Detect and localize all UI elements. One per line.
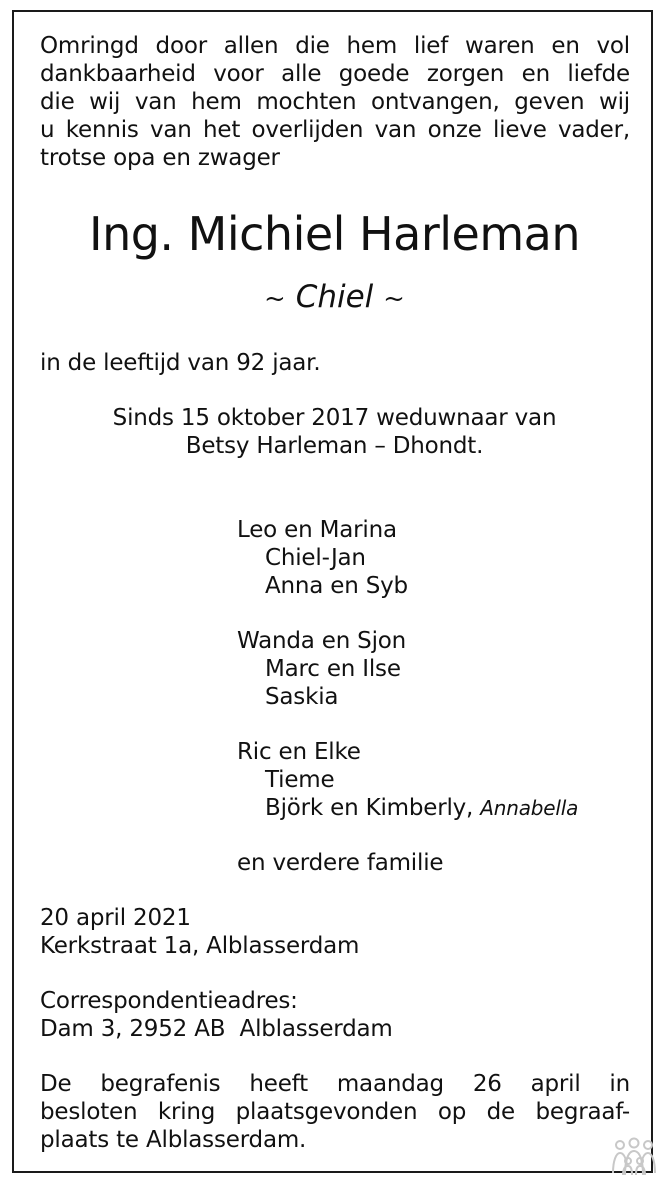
tilde-left-icon: ~ [264,284,286,314]
intro-line: dankbaarheid voor alle goede zorgen en liefde [40,61,630,87]
intro-line: trotse opa en zwager [40,145,280,171]
intro-paragraph [40,32,630,172]
correspondence-address: Dam 3, 2952 AB Alblasserdam [40,1016,393,1042]
family-child: Björk en Kimberly, [265,795,474,821]
age-line: in de leeftijd van 92 jaar. [40,350,321,376]
people-group-icon [610,1137,658,1177]
nickname-line [0,278,669,318]
family-child: Chiel-Jan [265,545,366,571]
family-child-line [265,794,578,822]
family-parent: Ric en Elke [237,739,361,765]
date: 20 april 2021 [40,905,191,931]
family-parent: Leo en Marina [237,517,397,543]
nickname: Chiel [295,279,374,315]
family-parent: Wanda en Sjon [237,628,407,654]
family-child: Saskia [265,684,339,710]
burial-line: De begrafenis heeft maandag 26 april in [40,1071,630,1097]
correspondence-label: Correspondentieadres: [40,988,298,1014]
great-grandchild: Annabella [480,796,579,820]
intro-line: u kennis van het overlijden van onze lieve vader, [40,117,630,143]
family-child: Anna en Syb [265,573,408,599]
tilde-right-icon: ~ [383,284,405,314]
burial-line: besloten kring plaatsgevonden op de begraaf- [40,1099,630,1125]
widower-line: Betsy Harleman – Dhondt. [185,433,484,459]
family-child: Tieme [265,767,335,793]
family-child: Marc en Ilse [265,656,401,682]
burial-paragraph [40,1070,630,1154]
deceased-name: Ing. Michiel Harleman [89,207,580,261]
address: Kerkstraat 1a, Alblasserdam [40,933,360,959]
widower-line: Sinds 15 oktober 2017 weduwnaar van [112,405,557,431]
burial-line: plaats te Alblasserdam. [40,1127,307,1153]
intro-line: die wij van hem mochten ontvangen, geven wij [40,89,630,115]
intro-line: Omringd door allen die hem lief waren en vol [40,33,630,59]
extended-family: en verdere familie [237,850,444,876]
